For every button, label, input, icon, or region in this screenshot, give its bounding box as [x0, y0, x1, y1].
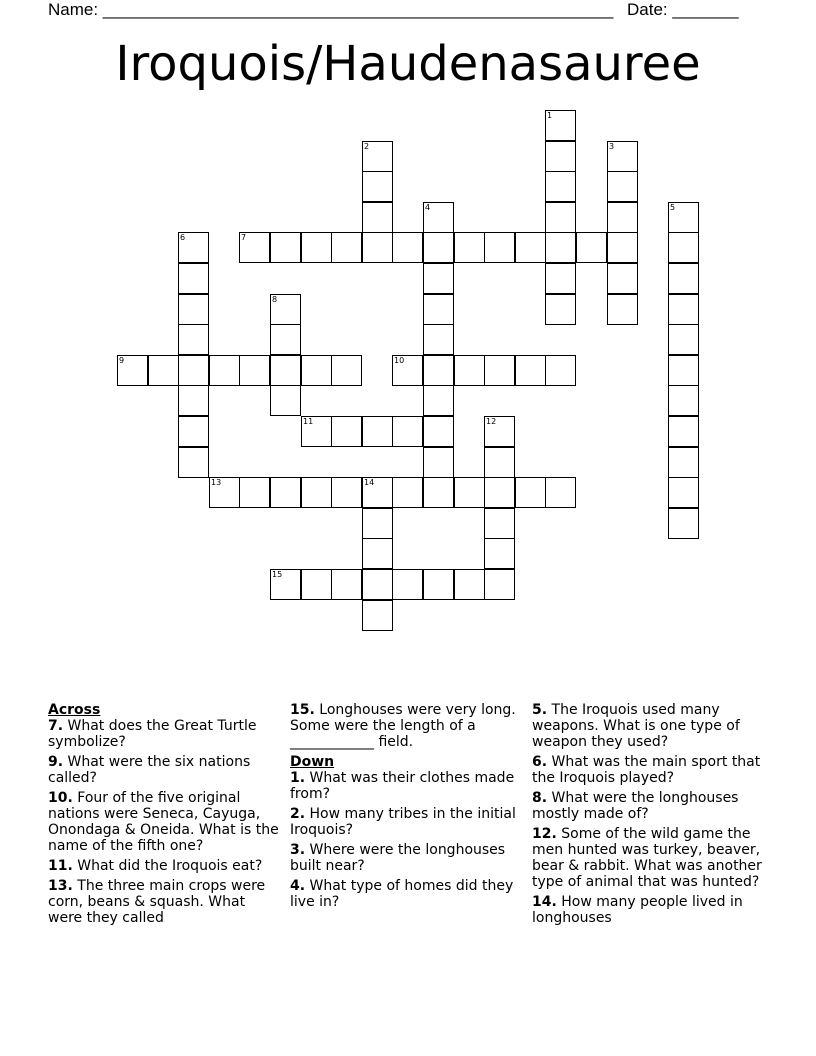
- clue-number-label: 9: [119, 356, 125, 365]
- grid-cell[interactable]: [331, 232, 362, 263]
- grid-cell[interactable]: [668, 477, 699, 508]
- clue-text: The three main crops were corn, beans & squash. What were they called: [48, 878, 266, 926]
- grid-cell[interactable]: [270, 569, 301, 600]
- grid-cell[interactable]: [362, 508, 393, 539]
- grid-cell[interactable]: [607, 202, 638, 233]
- grid-cell[interactable]: [668, 508, 699, 539]
- grid-cell[interactable]: [423, 263, 454, 294]
- grid-cell[interactable]: [484, 508, 515, 539]
- grid-cell[interactable]: [301, 355, 332, 386]
- grid-cell[interactable]: [423, 355, 454, 386]
- clue-across-13: [48, 878, 280, 926]
- clue-number: 9.: [48, 754, 64, 770]
- clue-number-label: 2: [364, 142, 370, 151]
- grid-cell[interactable]: [331, 355, 362, 386]
- grid-cell[interactable]: [209, 477, 240, 508]
- grid-cell[interactable]: [607, 232, 638, 263]
- grid-cell[interactable]: [668, 202, 699, 233]
- grid-cell[interactable]: [423, 232, 454, 263]
- clue-text: What was the main sport that the Iroquois played?: [532, 754, 761, 786]
- grid-cell[interactable]: [545, 477, 576, 508]
- grid-cell[interactable]: [178, 324, 209, 355]
- grid-cell[interactable]: [423, 569, 454, 600]
- clue-down-8: [532, 790, 764, 822]
- grid-cell[interactable]: [545, 141, 576, 172]
- grid-cell[interactable]: [423, 416, 454, 447]
- grid-cell[interactable]: [148, 355, 179, 386]
- grid-cell[interactable]: [454, 569, 485, 600]
- grid-cell[interactable]: [545, 110, 576, 141]
- grid-cell[interactable]: [270, 232, 301, 263]
- clue-number-label: 15: [272, 570, 283, 579]
- clue-number-label: 8: [272, 295, 278, 304]
- clue-number: 8.: [532, 790, 548, 806]
- clue-number-label: 6: [180, 233, 186, 242]
- grid-cell[interactable]: [515, 477, 546, 508]
- grid-cell[interactable]: [545, 202, 576, 233]
- grid-cell[interactable]: [392, 355, 423, 386]
- grid-cell[interactable]: [270, 355, 301, 386]
- grid-cell[interactable]: [178, 416, 209, 447]
- grid-cell[interactable]: [178, 263, 209, 294]
- grid-cell[interactable]: [423, 202, 454, 233]
- grid-cell[interactable]: [331, 569, 362, 600]
- clue-number: 5.: [532, 702, 548, 718]
- clue-text: The Iroquois used many weapons. What is one type of weapon they used?: [532, 702, 740, 750]
- grid-cell[interactable]: [668, 294, 699, 325]
- grid-cell[interactable]: [392, 416, 423, 447]
- grid-cell[interactable]: [270, 385, 301, 416]
- page-title: Iroquois/Haudenasauree: [115, 36, 701, 92]
- clue-number-label: 7: [241, 233, 247, 242]
- grid-cell[interactable]: [607, 294, 638, 325]
- clue-down-5: [532, 702, 764, 750]
- grid-cell[interactable]: [362, 141, 393, 172]
- clue-down-4: [290, 878, 522, 910]
- clue-number: 14.: [532, 894, 557, 910]
- clue-text: What was their clothes made from?: [290, 770, 515, 802]
- grid-cell[interactable]: [668, 355, 699, 386]
- name-field-label: Name: ______________________________________________________: [48, 0, 614, 19]
- grid-cell[interactable]: [607, 263, 638, 294]
- clue-text: What were the longhouses mostly made of?: [532, 790, 739, 822]
- clue-number: 6.: [532, 754, 548, 770]
- clue-number: 15.: [290, 702, 315, 718]
- clue-column-3: [532, 702, 764, 930]
- grid-cell[interactable]: [362, 477, 393, 508]
- grid-cell[interactable]: [178, 385, 209, 416]
- clue-text: What did the Iroquois eat?: [77, 858, 263, 874]
- grid-cell[interactable]: [668, 447, 699, 478]
- clue-number-label: 11: [303, 417, 314, 426]
- grid-cell[interactable]: [301, 416, 332, 447]
- clue-down-3: [290, 842, 522, 874]
- clue-number: 1.: [290, 770, 306, 786]
- grid-cell[interactable]: [423, 477, 454, 508]
- clue-number: 12.: [532, 826, 557, 842]
- grid-cell[interactable]: [668, 263, 699, 294]
- down-heading: Down: [290, 754, 335, 770]
- grid-cell[interactable]: [178, 294, 209, 325]
- clue-number: 2.: [290, 806, 306, 822]
- clue-number-label: 12: [486, 417, 497, 426]
- clue-number: 4.: [290, 878, 306, 894]
- grid-cell[interactable]: [392, 569, 423, 600]
- grid-cell[interactable]: [178, 355, 209, 386]
- grid-cell[interactable]: [362, 171, 393, 202]
- clue-across-11: [48, 858, 280, 874]
- grid-cell[interactable]: [484, 232, 515, 263]
- grid-cell[interactable]: [392, 232, 423, 263]
- clue-down-6: [532, 754, 764, 786]
- grid-cell[interactable]: [545, 171, 576, 202]
- grid-cell[interactable]: [484, 355, 515, 386]
- grid-cell[interactable]: [484, 538, 515, 569]
- grid-cell[interactable]: [668, 385, 699, 416]
- grid-cell[interactable]: [301, 232, 332, 263]
- grid-cell[interactable]: [545, 232, 576, 263]
- clue-down-14: [532, 894, 764, 926]
- grid-cell[interactable]: [515, 232, 546, 263]
- clue-number-label: 14: [364, 478, 375, 487]
- grid-cell[interactable]: [454, 355, 485, 386]
- clue-number: 11.: [48, 858, 73, 874]
- grid-cell[interactable]: [362, 600, 393, 631]
- grid-cell[interactable]: [454, 477, 485, 508]
- clue-across-9: [48, 754, 280, 786]
- grid-cell[interactable]: [301, 477, 332, 508]
- grid-cell[interactable]: [178, 447, 209, 478]
- grid-cell[interactable]: [239, 232, 270, 263]
- grid-cell[interactable]: [545, 355, 576, 386]
- grid-cell[interactable]: [270, 477, 301, 508]
- grid-cell[interactable]: [331, 416, 362, 447]
- clue-column-2: [290, 702, 522, 914]
- clue-column-1: [48, 702, 280, 930]
- grid-cell[interactable]: [362, 569, 393, 600]
- grid-cell[interactable]: [209, 355, 240, 386]
- clue-number-label: 1: [547, 111, 553, 120]
- grid-cell[interactable]: [117, 355, 148, 386]
- grid-cell[interactable]: [484, 477, 515, 508]
- grid-cell[interactable]: [484, 447, 515, 478]
- clue-text: Where were the longhouses built near?: [290, 842, 506, 874]
- grid-cell[interactable]: [484, 569, 515, 600]
- across-heading: Across: [48, 702, 101, 718]
- date-field-label: Date: _______: [627, 0, 739, 19]
- grid-cell[interactable]: [668, 232, 699, 263]
- grid-cell[interactable]: [239, 355, 270, 386]
- grid-cell[interactable]: [331, 477, 362, 508]
- clue-number: 10.: [48, 790, 73, 806]
- grid-cell[interactable]: [301, 569, 332, 600]
- clue-number: 3.: [290, 842, 306, 858]
- clue-across-15: [290, 702, 522, 750]
- clue-down-1: [290, 770, 522, 802]
- grid-cell[interactable]: [668, 324, 699, 355]
- clue-number: 13.: [48, 878, 73, 894]
- clue-text: What type of homes did they live in?: [290, 878, 514, 910]
- grid-cell[interactable]: [362, 232, 393, 263]
- clue-text: Four of the five original nations were Seneca, Cayuga, Onondaga & Oneida. What is the name of the fifth one?: [48, 790, 279, 854]
- clue-across-7: [48, 718, 280, 750]
- grid-cell[interactable]: [178, 232, 209, 263]
- grid-cell[interactable]: [270, 324, 301, 355]
- clue-text: Some of the wild game the men hunted was turkey, beaver, bear & rabbit. What was another type of animal that was hunted?: [532, 826, 762, 890]
- clue-down-12: [532, 826, 764, 890]
- grid-cell[interactable]: [607, 141, 638, 172]
- grid-cell[interactable]: [423, 447, 454, 478]
- grid-cell[interactable]: [362, 202, 393, 233]
- clue-text: What were the six nations called?: [48, 754, 251, 786]
- grid-cell[interactable]: [423, 385, 454, 416]
- clue-number: 7.: [48, 718, 64, 734]
- clue-number-label: 4: [425, 203, 431, 212]
- clue-number-label: 13: [211, 478, 222, 487]
- clue-down-2: [290, 806, 522, 838]
- grid-cell[interactable]: [607, 171, 638, 202]
- grid-cell[interactable]: [239, 477, 270, 508]
- grid-cell[interactable]: [576, 232, 607, 263]
- clue-number-label: 5: [670, 203, 676, 212]
- grid-cell[interactable]: [362, 538, 393, 569]
- clue-number-label: 10: [394, 356, 405, 365]
- clue-text: How many people lived in longhouses: [532, 894, 743, 926]
- grid-cell[interactable]: [423, 324, 454, 355]
- clue-text: Longhouses were very long. Some were the length of a ____________ field.: [290, 702, 516, 750]
- clue-number-label: 3: [609, 142, 615, 151]
- grid-cell[interactable]: [545, 294, 576, 325]
- clue-text: How many tribes in the initial Iroquois?: [290, 806, 516, 838]
- grid-cell[interactable]: [454, 232, 485, 263]
- clue-text: What does the Great Turtle symbolize?: [48, 718, 257, 750]
- grid-cell[interactable]: [484, 416, 515, 447]
- grid-cell[interactable]: [423, 294, 454, 325]
- grid-cell[interactable]: [392, 477, 423, 508]
- grid-cell[interactable]: [362, 416, 393, 447]
- clue-across-10: [48, 790, 280, 854]
- grid-cell[interactable]: [515, 355, 546, 386]
- grid-cell[interactable]: [545, 263, 576, 294]
- grid-cell[interactable]: [270, 294, 301, 325]
- grid-cell[interactable]: [668, 416, 699, 447]
